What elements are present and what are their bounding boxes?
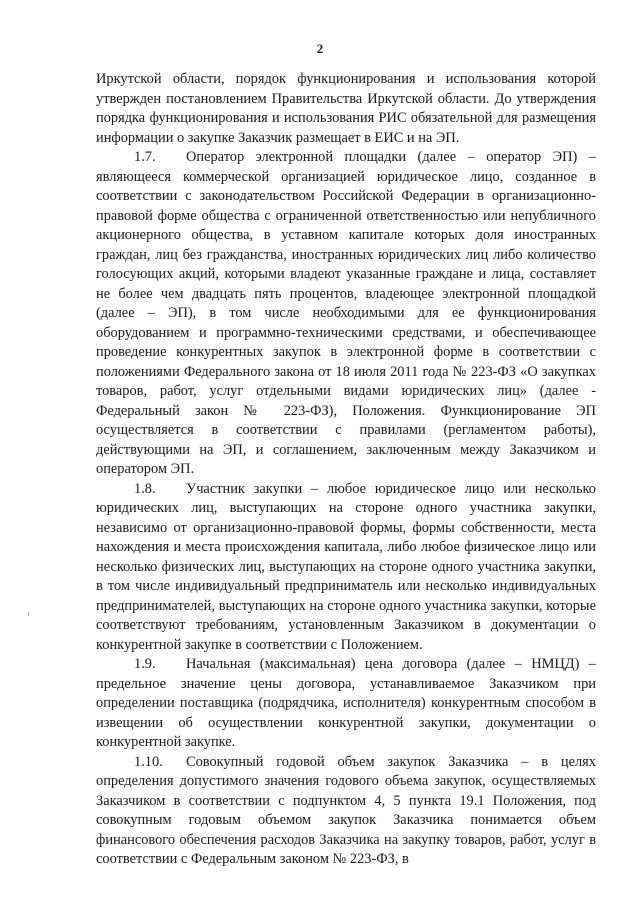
page-number: 2 — [316, 41, 324, 56]
paragraph-text: Совокупный годовой объем закупок Заказчика – в целях определения допустимого значения годового объема закупок, осуществляемых Заказчиком в соответствии с подпунктом 4, 5 пункта 19.1 Положения, под совокупным годовым объемом закупок Заказчика понимается объем финансового обеспечения расходов Заказчика на закупку товаров, работ, услуг в соответствии с Федеральным законом № 223-ФЗ, в — [96, 753, 596, 867]
paragraph-number: 1.7. — [134, 149, 156, 165]
document-body — [96, 70, 596, 870]
scan-artifact-mark — [28, 612, 29, 616]
paragraph-text: Иркутской области, порядок функционирования и использования которой утвержден постановлением Правительства Иркутской области. До утверждения порядка функционирования и использования РИС обязательной для размещения информации о закупке Заказчик размещает в ЕИС и на ЭП. — [96, 71, 596, 146]
paragraph-text: Участник закупки – любое юридическое лицо или несколько юридических лиц, выступающих на стороне одного участника закупки, независимо от организационно-правовой формы, формы собственности, места нахождения и места происхождения капитала, либо любое физическое лицо или несколько физических лиц, выступающих на стороне одного участника закупки, в том числе индивидуальный предприниматель или несколько индивидуальных предпринимателей, выступающих на стороне одного участника закупки, которые соответствуют требованиям, установленным Заказчиком в документации о конкурентной закупке в соответствии с Положением. — [96, 480, 596, 653]
paragraph-text: Оператор электронной площадки (далее – оператор ЭП) – являющееся коммерческой организацией юридическое лицо, созданное в соответствии с законодательством Российской Федерации в организационно-правовой форме общества с ограниченной ответственностью или непубличного акционерного общества, в уставном капитале которых доля иностранных граждан, лиц без гражданства, иностранных юридических лиц либо количество голосующих акций, которыми владеют указанные граждане и лица, составляет не более чем двадцать пять процентов, владеющее электронной площадкой (далее – ЭП), в том числе необходимыми для ее функционирования оборудованием и программно-техническими средствами, и обеспечивающее проведение конкурентных закупок в электронной форме в соответствии с положениями Федерального закона от 18 июля 2011 года № 223-ФЗ «О закупках товаров, работ, услуг отдельными видами юридических лиц» (далее - Федеральный закон № 223-ФЗ), Положения. Функционирование ЭП осуществляется в соответствии с правилами (регламентом работы), действующими на ЭП, и соглашением, заключенным между Заказчиком и оператором ЭП. — [96, 149, 596, 477]
paragraph-1-7 — [96, 148, 596, 480]
paragraph-text: Начальная (максимальная) цена договора (далее – НМЦД) – предельное значение цены договора, устанавливаемое Заказчиком при определении поставщика (подрядчика, исполнителя) конкурентным способом в извещении об осуществлении конкурентной закупки, документации о конкурентной закупке. — [96, 656, 596, 750]
paragraph-1-8 — [96, 480, 596, 656]
paragraph-number: 1.10. — [134, 753, 163, 770]
paragraph-1-10 — [96, 753, 596, 870]
paragraph-1-9 — [96, 655, 596, 753]
paragraph-number: 1.8. — [134, 480, 156, 497]
paragraph-continuation — [96, 70, 596, 148]
paragraph-number: 1.9. — [134, 656, 156, 672]
